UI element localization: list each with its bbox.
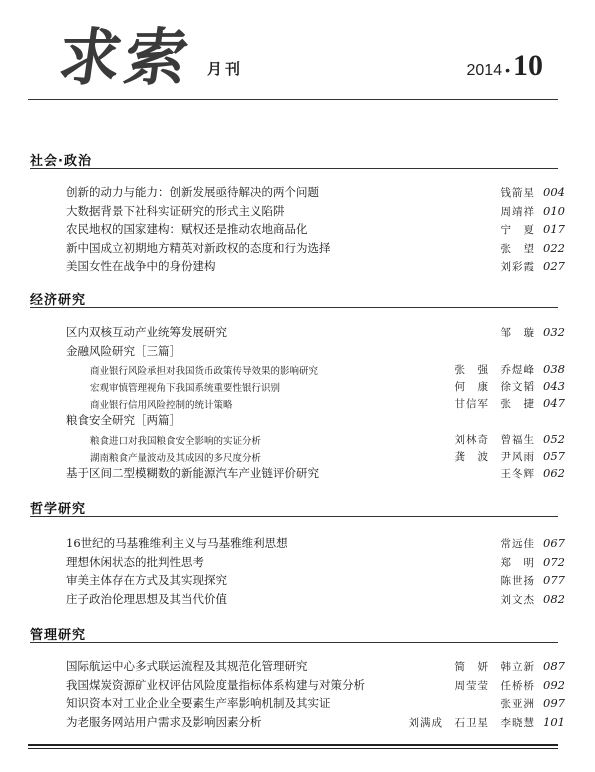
toc-entry[interactable] xyxy=(0,203,595,219)
toc-entry[interactable] xyxy=(0,395,595,411)
article-authors: 王冬辉 xyxy=(500,467,535,480)
header-divider xyxy=(28,99,558,100)
article-authors: 简 妍 韩立新 xyxy=(454,661,535,673)
article-authors: 邹 璇 xyxy=(500,327,535,339)
article-title: 庄子政治伦理思想及其当代价值 xyxy=(66,591,227,606)
issue-num: 10 xyxy=(513,49,543,82)
toc-group-heading[interactable] xyxy=(0,412,595,428)
article-title: 创新的动力与能力：创新发展亟待解决的两个问题 xyxy=(66,185,319,199)
article-title: 16世纪的马基雅维利主义与马基雅维利思想 xyxy=(66,536,288,550)
article-title: 国际航运中心多式联运流程及其规范化管理研究 xyxy=(66,659,308,673)
article-title: 农民地权的国家建构：赋权还是推动农地商品化 xyxy=(66,222,308,236)
article-authors: 刘文杰 xyxy=(500,593,535,606)
page-number: 022 xyxy=(543,240,565,255)
section-heading: 社会·政治 xyxy=(30,150,558,169)
toc-entry[interactable] xyxy=(0,554,595,570)
page-number: 062 xyxy=(543,465,565,480)
article-authors: 张亚洲 xyxy=(500,698,535,710)
toc-entry[interactable] xyxy=(0,572,595,588)
page-number: 097 xyxy=(543,696,565,710)
page-number: 092 xyxy=(543,677,565,692)
page-number: 043 xyxy=(543,379,565,393)
footer-divider xyxy=(28,744,558,746)
page-number: 072 xyxy=(543,554,565,569)
article-authors: 钱箭星 xyxy=(500,187,535,199)
article-authors: 陈世扬 xyxy=(500,575,535,587)
article-title: 知识资本对工业企业全要素生产率影响机制及其实证 xyxy=(66,696,331,710)
section-heading: 哲学研究 xyxy=(30,498,558,517)
page-number: 004 xyxy=(543,185,565,199)
page-number: 067 xyxy=(543,536,565,550)
toc-entry[interactable] xyxy=(0,378,595,394)
article-authors: 刘林奇 曾福生 xyxy=(454,433,535,446)
toc-entry[interactable] xyxy=(0,240,595,256)
page-number: 087 xyxy=(543,659,565,673)
toc-entry[interactable] xyxy=(0,465,595,481)
toc-entry[interactable] xyxy=(0,448,595,464)
article-authors: 龚 波 尹风雨 xyxy=(454,450,535,463)
article-authors: 何 康 徐文韬 xyxy=(454,381,535,393)
toc-entry[interactable] xyxy=(0,431,595,447)
article-title: 粮食进口对我国粮食安全影响的实证分析 xyxy=(90,435,262,447)
page-number: 052 xyxy=(543,431,565,446)
journal-frequency: 月刊 xyxy=(207,60,244,78)
issue-separator: • xyxy=(505,62,510,78)
article-title: 理想休闲状态的批判性思考 xyxy=(66,554,204,569)
article-title: 为老服务网站用户需求及影响因素分析 xyxy=(66,714,262,729)
article-title: 美国女性在战争中的身份建构 xyxy=(66,259,216,273)
issue-number xyxy=(467,49,544,83)
article-authors: 甘信军 张 捷 xyxy=(454,398,535,410)
article-title: 区内双核互动产业统筹发展研究 xyxy=(66,325,227,339)
toc-entry[interactable] xyxy=(0,184,595,200)
page-number: 032 xyxy=(543,325,565,339)
page-number: 047 xyxy=(543,396,565,410)
footer-divider-thin xyxy=(28,748,558,749)
toc-entry[interactable] xyxy=(0,324,595,340)
page-number: 038 xyxy=(543,362,565,376)
article-title: 粮食安全研究［两篇］ xyxy=(66,413,181,427)
toc-entry[interactable] xyxy=(0,361,595,377)
toc-group-heading[interactable] xyxy=(0,343,595,359)
article-authors: 周莹莹 任桥桥 xyxy=(454,679,535,692)
toc-entry[interactable] xyxy=(0,221,595,237)
article-authors: 周靖祥 xyxy=(500,205,535,218)
section-heading: 管理研究 xyxy=(30,624,558,643)
toc-entry[interactable] xyxy=(0,677,595,693)
section-heading: 经济研究 xyxy=(30,289,558,308)
article-title: 宏观审慎管理视角下我国系统重要性银行识别 xyxy=(90,383,281,394)
toc-entry[interactable] xyxy=(0,258,595,274)
page-number: 077 xyxy=(543,573,565,587)
page-number: 057 xyxy=(543,448,565,463)
issue-year: 2014 xyxy=(466,62,503,79)
article-authors: 宁 夏 xyxy=(500,224,535,236)
article-title: 我国煤炭资源矿业权评估风险度量指标体系构建与对策分析 xyxy=(66,677,365,692)
article-title: 基于区间二型模糊数的新能源汽车产业链评价研究 xyxy=(66,465,319,480)
article-authors: 郑 明 xyxy=(500,556,535,569)
toc-entry[interactable] xyxy=(0,535,595,551)
article-authors: 常远佳 xyxy=(500,538,535,550)
article-title: 商业银行风险承担对我国货币政策传导效果的影响研究 xyxy=(90,366,319,377)
page-number: 027 xyxy=(543,259,565,273)
page-number: 010 xyxy=(543,203,565,218)
article-authors: 刘满成 石卫星 李晓慧 xyxy=(408,716,535,729)
article-title: 商业银行信用风险控制的统计策略 xyxy=(90,400,233,411)
toc-entry[interactable] xyxy=(0,658,595,674)
article-title: 大数据背景下社科实证研究的形式主义陷阱 xyxy=(66,203,285,218)
article-title: 新中国成立初期地方精英对新政权的态度和行为选择 xyxy=(66,240,331,255)
article-title: 审美主体存在方式及其实现探究 xyxy=(66,573,227,587)
toc-entry[interactable] xyxy=(0,591,595,607)
article-authors: 刘彩霞 xyxy=(500,261,535,273)
article-authors: 张 强 乔煜峰 xyxy=(454,364,535,376)
article-title: 湖南粮食产量波动及其成因的多尺度分析 xyxy=(90,452,262,464)
journal-logo: 求索 xyxy=(54,21,197,94)
article-authors: 张 望 xyxy=(500,242,535,255)
page-number: 082 xyxy=(543,591,565,606)
toc-entry[interactable] xyxy=(0,695,595,711)
page-number: 101 xyxy=(543,714,565,729)
toc-entry[interactable] xyxy=(0,714,595,730)
article-title: 金融风险研究［三篇］ xyxy=(66,343,181,358)
page-number: 017 xyxy=(543,222,565,236)
masthead xyxy=(0,0,595,110)
